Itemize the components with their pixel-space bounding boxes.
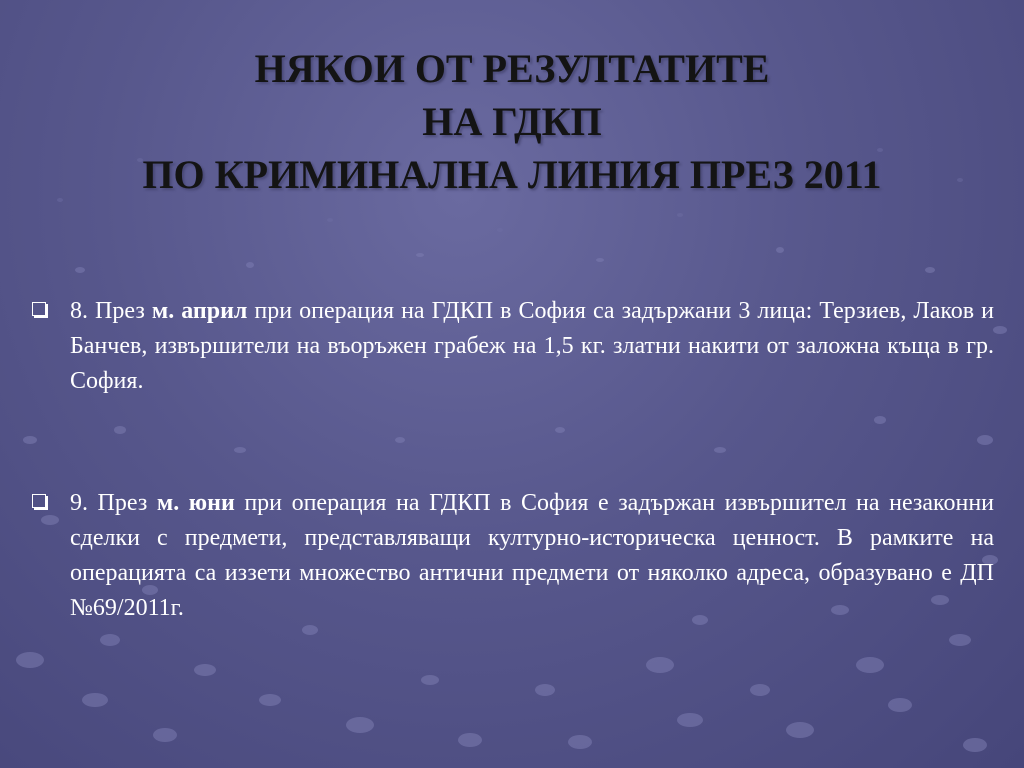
bullet-bold-month: м. април xyxy=(151,298,248,324)
title-line-1: НЯКОИ ОТ РЕЗУЛТАТИТЕ xyxy=(254,46,770,91)
bullet-rest: при операция на ГДКП в София е задържан извършител на незаконни сделки с предмети, представляващи културно-историческа ценност. В рамките на операцията са иззети множество антични предмети от няколко адреса, образувано е ДП №69/2011г. xyxy=(70,490,995,621)
slide-title xyxy=(0,42,1024,201)
checkbox-bullet-icon xyxy=(32,494,46,508)
bullet-rest: при операция на ГДКП в София са задържани 3 лица: Терзиев, Лаков и Банчев, извършители на въоръжен грабеж на 1,5 кг. златни накити от заложна къща в гр. София. xyxy=(70,298,994,394)
bullet-prefix: 8. През xyxy=(70,298,152,324)
title-line-2: НА ГДКП xyxy=(422,99,602,144)
bullet-text xyxy=(70,486,994,626)
bullet-bold-month: м. юни xyxy=(156,490,235,516)
title-line-3: ПО КРИМИНАЛНА ЛИНИЯ ПРЕЗ 2011 xyxy=(142,152,882,197)
bullet-text xyxy=(70,294,994,399)
bullet-item-8 xyxy=(32,294,994,399)
checkbox-bullet-icon xyxy=(32,302,46,316)
bullet-prefix: 9. През xyxy=(70,490,157,516)
bullet-item-9 xyxy=(32,486,994,626)
